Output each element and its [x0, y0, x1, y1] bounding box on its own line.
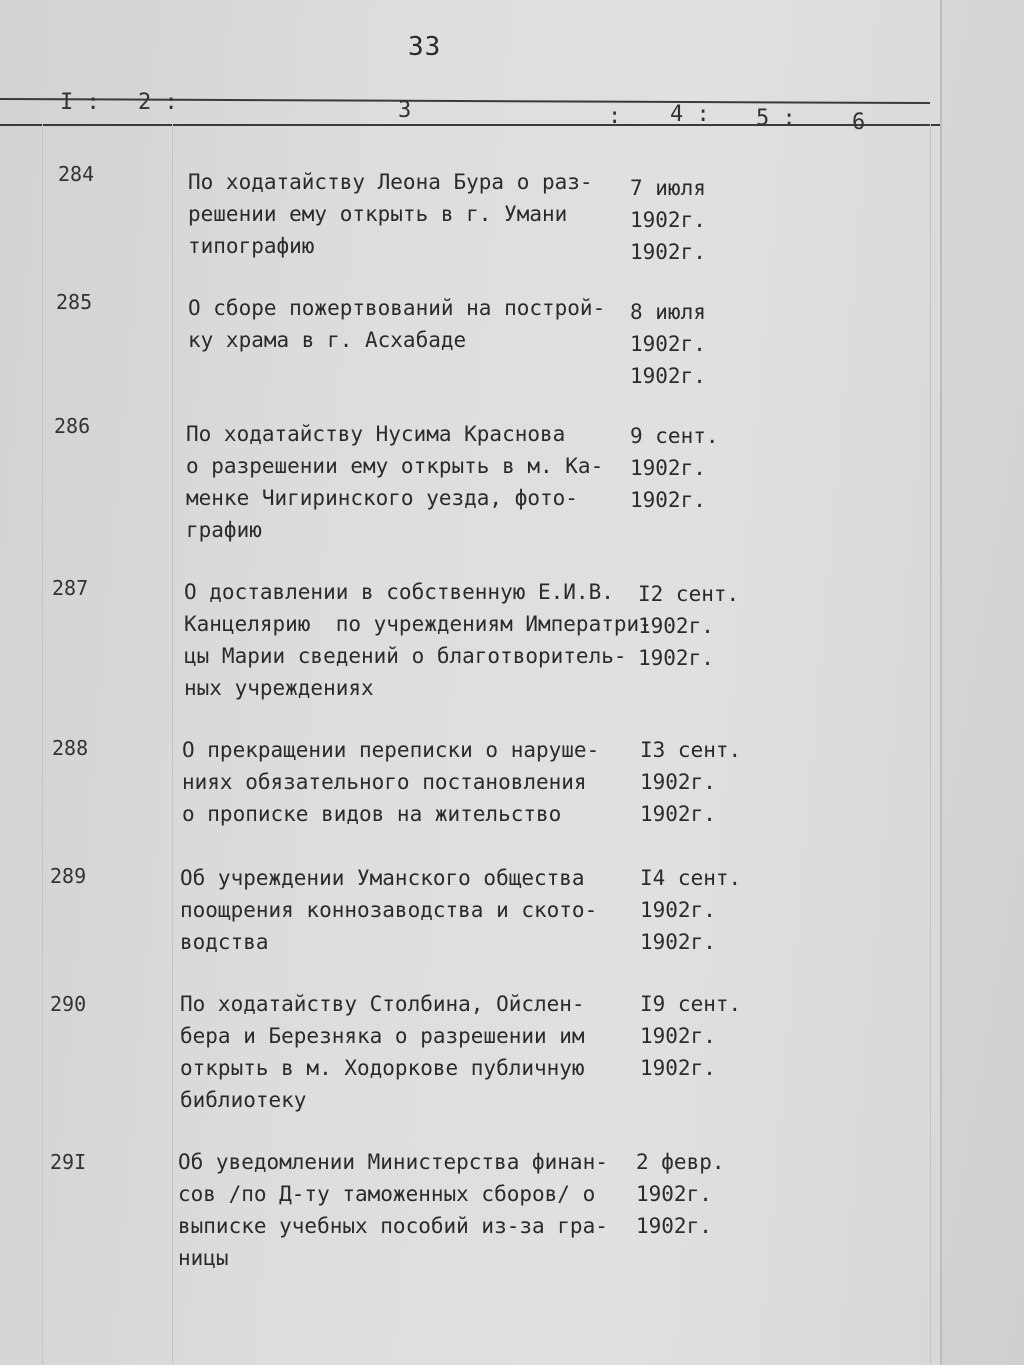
entry-number: 289 — [50, 864, 87, 888]
entry-date: 9 сент. 1902г. 1902г. — [630, 424, 719, 512]
entry-date: I4 сент. 1902г. 1902г. — [640, 866, 742, 954]
column-guide-line — [172, 124, 173, 1364]
entry-date: 7 июля 1902г. 1902г. — [630, 176, 706, 264]
entry-number: 29I — [50, 1150, 87, 1174]
entry-description: О прекращении переписки о наруше- ниях обязательного постановления о прописке видов на жительство — [182, 738, 600, 826]
entry-number: 284 — [58, 162, 95, 186]
entry-number: 286 — [54, 414, 91, 438]
column-header-4: 4 : — [670, 102, 710, 127]
column-header-3: 3 — [398, 98, 412, 123]
entry-description: По ходатайству Столбина, Ойслен- бера и Березняка о разрешении им открыть в м. Ходоркове публичную библиотеку — [180, 992, 585, 1112]
entry-description: По ходатайству Леона Бура о раз- решении ему открыть в г. Умани типографию — [188, 170, 593, 258]
entry-description: По ходатайству Нусима Краснова о разрешении ему открыть в м. Ка- менке Чигиринского уезда, фото- графию — [186, 422, 604, 542]
entry-date: I3 сент. 1902г. 1902г. — [640, 738, 742, 826]
column-guide-line — [930, 124, 931, 1364]
header-bottom-rule — [0, 124, 940, 126]
column-header-2: 2 : — [138, 90, 178, 115]
entry-description: О сборе пожертвований на построй- ку храма в г. Асхабаде — [188, 296, 606, 352]
entry-number: 288 — [52, 736, 89, 760]
column-header-5: 5 : — [756, 106, 796, 131]
page-number: 33 — [408, 32, 442, 62]
entry-date: 2 февр. 1902г. 1902г. — [636, 1150, 725, 1238]
entry-description: Об уведомлении Министерства финан- сов /по Д-ту таможенных сборов/ о выписке учебных пособий из-за гра- ницы — [178, 1150, 608, 1270]
entry-date: I9 сент. 1902г. 1902г. — [640, 992, 742, 1080]
entry-date: I2 сент. 1902г. 1902г. — [638, 582, 740, 670]
column-header-6: 6 — [852, 110, 866, 135]
column-guide-line — [42, 124, 43, 1364]
entry-number: 285 — [56, 290, 93, 314]
column-header-separator: : — [608, 104, 622, 129]
entry-description: О доставлении в собственную Е.И.В. Канцелярию по учреждениям Императри- цы Марии сведений о благотворитель- ных учреждениях — [184, 580, 652, 700]
entry-description: Об учреждении Уманского общества поощрения коннозаводства и ското- водства — [180, 866, 598, 954]
column-header-1: I : — [60, 90, 100, 115]
entry-number: 287 — [52, 576, 89, 600]
entry-number: 290 — [50, 992, 87, 1016]
entry-date: 8 июля 1902г. 1902г. — [630, 300, 706, 388]
